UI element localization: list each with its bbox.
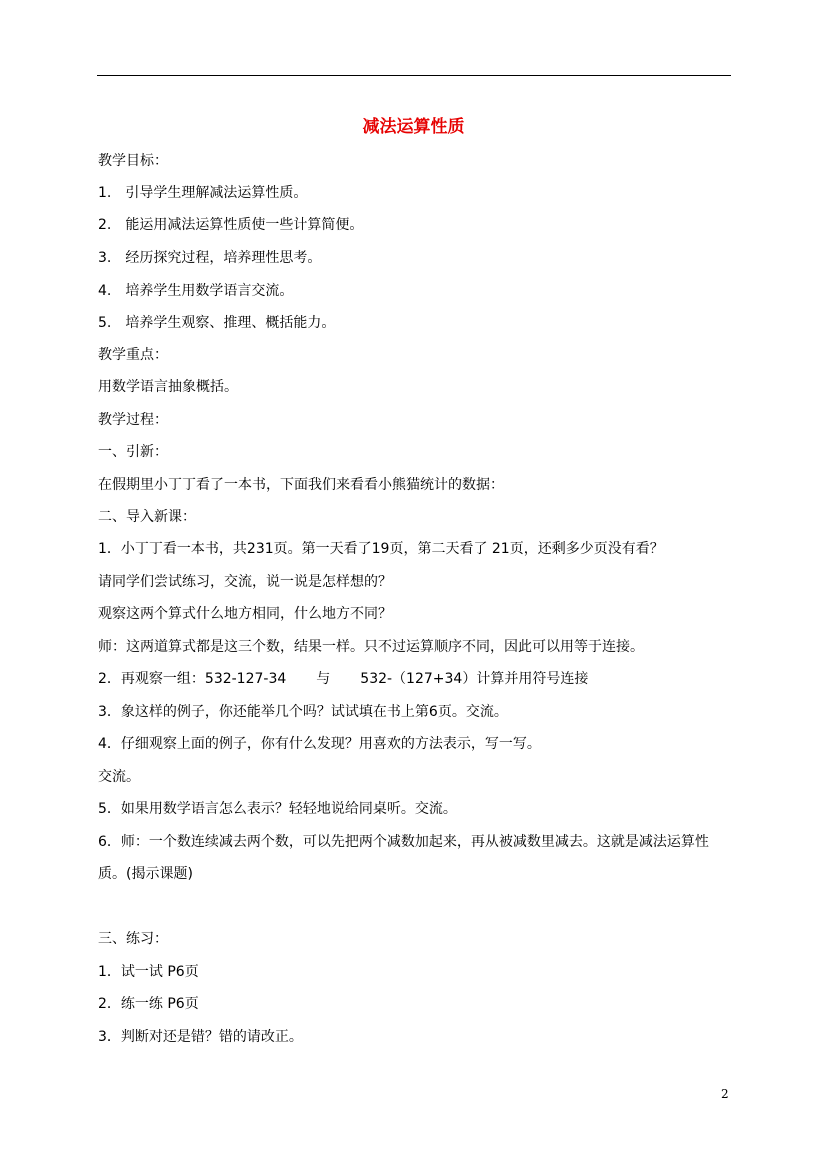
line-focus-text: 用数学语言抽象概括。 bbox=[98, 379, 238, 395]
line-section-3: 三、练习： bbox=[98, 931, 168, 947]
line-exercise-3: 3．判断对还是错？错的请改正。 bbox=[98, 1029, 303, 1045]
line-item-4: 4．仔细观察上面的例子，你有什么发现？用喜欢的方法表示，写一写。 bbox=[98, 736, 541, 752]
line-teacher-text: 师：这两道算式都是这三个数，结果一样。只不过运算顺序不同，因此可以用等于连接。 bbox=[98, 639, 644, 655]
line-objectives-heading: 教学目标： bbox=[98, 153, 168, 169]
line-item-2 bbox=[98, 670, 588, 688]
compare-connector: 与 bbox=[316, 671, 331, 687]
paragraph-item-6: 6．师：一个数连续减去两个数，可以先把两个减数加起来，再从被减数里减去。这就是减法运算性质。(揭示课题) bbox=[98, 834, 709, 882]
line-item-5: 5．如果用数学语言怎么表示？轻轻地说给同桌听。交流。 bbox=[98, 801, 457, 817]
line-section-1: 一、引新： bbox=[98, 444, 168, 460]
compare-suffix: 532-（127+34）计算并用符号连接 bbox=[360, 671, 589, 687]
line-item-1: 1．小丁丁看一本书，共231页。第一天看了19页，第二天看了 21页，还剩多少页没有看？ bbox=[98, 541, 664, 557]
header-rule bbox=[97, 75, 731, 76]
line-section-2: 二、导入新课： bbox=[98, 509, 196, 525]
compare-prefix: 2．再观察一组：532-127-34 bbox=[98, 671, 287, 687]
line-objective-1: 1. 引导学生理解减法运算性质。 bbox=[98, 185, 308, 201]
line-objective-4: 4. 培养学生用数学语言交流。 bbox=[98, 283, 294, 299]
document-title: 减法运算性质 bbox=[362, 117, 465, 137]
page-number: 2 bbox=[721, 1087, 729, 1101]
line-exchange: 交流。 bbox=[98, 769, 140, 785]
line-objective-3: 3. 经历探究过程，培养理性思考。 bbox=[98, 250, 322, 266]
line-try-text: 请同学们尝试练习，交流，说一说是怎样想的？ bbox=[98, 574, 392, 590]
line-exercise-2: 2．练一练 P6页 bbox=[98, 996, 199, 1012]
line-exercise-1: 1．试一试 P6页 bbox=[98, 964, 199, 980]
line-item-3: 3．象这样的例子，你还能举几个吗？试试填在书上第6页。交流。 bbox=[98, 704, 508, 720]
line-focus-heading: 教学重点： bbox=[98, 347, 168, 363]
line-objective-5: 5. 培养学生观察、推理、概括能力。 bbox=[98, 315, 336, 331]
line-objective-2: 2. 能运用减法运算性质使一些计算简便。 bbox=[98, 217, 364, 233]
line-process-heading: 教学过程： bbox=[98, 412, 168, 428]
line-observe-text: 观察这两个算式什么地方相同，什么地方不同？ bbox=[98, 606, 392, 622]
line-intro-text: 在假期里小丁丁看了一本书，下面我们来看看小熊猫统计的数据： bbox=[98, 477, 504, 493]
